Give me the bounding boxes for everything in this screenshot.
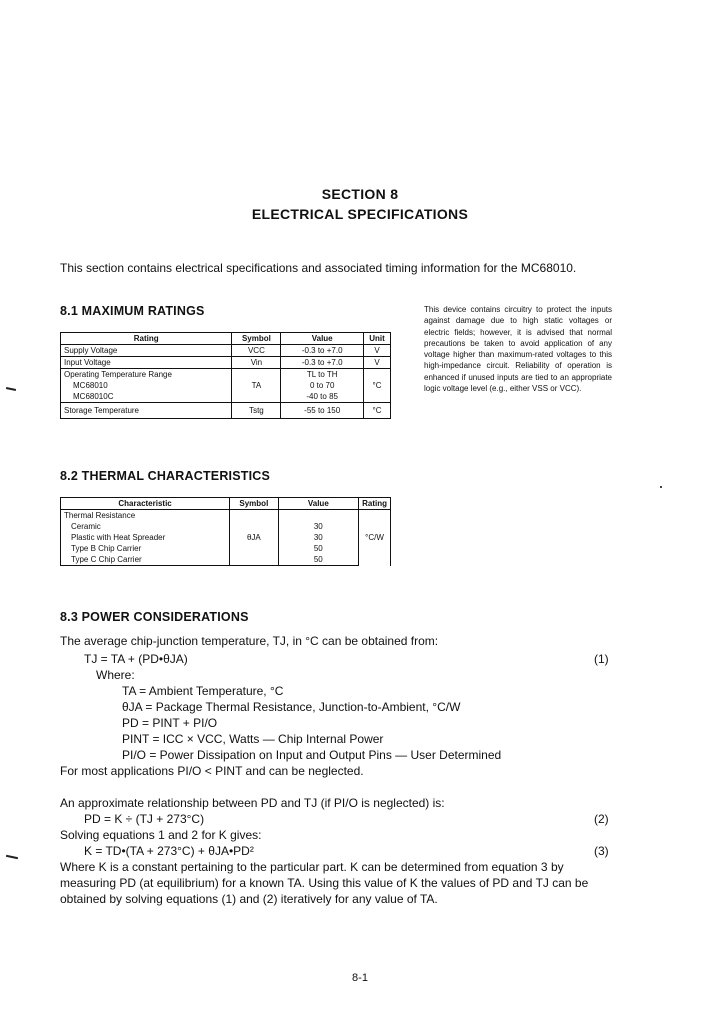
value-cell: 30 (278, 521, 359, 532)
rating-cell: Supply Voltage (61, 345, 232, 357)
equation-3-number: (3) (594, 844, 609, 858)
paragraph: An approximate relationship between PD and TJ (if PI/O is neglected) is: (60, 796, 445, 810)
characteristic-cell: Thermal Resistance (61, 510, 230, 522)
definition-line: PI/O = Power Dissipation on Input and Output Pins — User Determined (122, 748, 502, 762)
unit-cell (359, 510, 391, 522)
unit-cell (364, 391, 391, 403)
value-cell: -55 to 150 (281, 403, 364, 419)
equation-3: K = TD•(TA + 273°C) + θJA•PD² (84, 844, 254, 858)
symbol-cell (230, 554, 278, 566)
characteristic-cell: Ceramic (61, 521, 230, 532)
symbol-cell: Vin (232, 357, 281, 369)
unit-cell: °C (372, 406, 382, 415)
definition-line: θJA = Package Thermal Resistance, Junction-to-Ambient, °C/W (122, 700, 461, 714)
table-row (61, 357, 391, 369)
value-cell (278, 510, 359, 522)
col-header-characteristic: Characteristic (61, 498, 230, 510)
symbol-cell: VCC (232, 345, 281, 357)
table-row (61, 554, 391, 566)
power-heading: 8.3 POWER CONSIDERATIONS (60, 610, 249, 624)
value-cell: 0 to 70 (281, 380, 364, 391)
symbol-cell (232, 369, 281, 381)
unit-cell: °C/W (359, 532, 391, 543)
col-header-rating: Rating (359, 498, 391, 510)
col-header-rating: Rating (61, 333, 232, 345)
esd-note: This device contains circuitry to protect the inputs against damage due to high static voltages or electric fields; however, it is advised that normal precautions be taken to avoid application of any voltage higher than maximum-rated voltages to this high-impedance circuit. Reliability of operation is enhanced if unused inputs are tied to an appropriate logic voltage level (e.g., either VSS or VCC). (424, 305, 612, 394)
page-number: 8-1 (352, 972, 368, 984)
table-row (61, 380, 391, 391)
section-number: SECTION 8 (321, 186, 399, 202)
where-label: Where: (96, 668, 135, 682)
rating-cell: Storage Temperature (61, 403, 232, 419)
table-row (61, 391, 391, 403)
value-cell: -0.3 to +7.0 (281, 345, 364, 357)
equation-1-number: (1) (594, 652, 609, 666)
max-ratings-table (60, 332, 391, 419)
intro-paragraph: This section contains electrical specifications and associated timing information for the MC68010. (60, 261, 577, 275)
definition-line: TA = Ambient Temperature, °C (122, 684, 284, 698)
paragraph-line: obtained by solving equations (1) and (2) iteratively for any value of TA. (60, 892, 438, 906)
scan-mark (6, 387, 16, 391)
symbol-cell (230, 543, 278, 554)
value-cell: -0.3 to +7.0 (281, 357, 364, 369)
table-row (61, 369, 391, 381)
unit-cell: V (364, 345, 391, 357)
scan-dot (660, 486, 662, 488)
value-cell: 50 (278, 543, 359, 554)
table-row (61, 521, 391, 532)
equation-2-number: (2) (594, 812, 609, 826)
equation-2: PD = K ÷ (TJ + 273°C) (84, 812, 205, 826)
paragraph: For most applications PI/O < PINT and can be neglected. (60, 764, 364, 778)
col-header-value: Value (278, 498, 359, 510)
paragraph-line: measuring PD (at equilibrium) for a known TA. Using this value of K the values of PD and TJ can be (60, 876, 589, 890)
rating-cell: MC68010C (61, 391, 232, 403)
table-row (61, 403, 391, 419)
scan-mark (6, 855, 18, 859)
max-ratings-heading: 8.1 MAXIMUM RATINGS (60, 304, 205, 318)
value-cell: TL to TH (281, 369, 364, 381)
table-row (61, 543, 391, 554)
table-row (61, 532, 391, 543)
symbol-cell (230, 510, 278, 522)
symbol-cell: Tstg (232, 403, 281, 419)
symbol-cell: TA (232, 380, 281, 391)
characteristic-cell: Type C Chip Carrier (61, 554, 230, 566)
unit-cell (364, 369, 391, 381)
col-header-unit: Unit (364, 333, 391, 345)
unit-cell (359, 521, 391, 532)
unit-cell (359, 543, 391, 554)
characteristic-cell: Type B Chip Carrier (61, 543, 230, 554)
rating-cell: Input Voltage (61, 357, 232, 369)
symbol-cell: θJA (230, 532, 278, 543)
paragraph: The average chip-junction temperature, TJ, in °C can be obtained from: (60, 634, 439, 648)
unit-cell: °C (372, 381, 382, 390)
col-header-symbol: Symbol (232, 333, 281, 345)
definition-line: PD = PINT + PI/O (122, 716, 218, 730)
rating-cell: MC68010 (61, 380, 232, 391)
paragraph-line: Where K is a constant pertaining to the particular part. K can be determined from equation 3 by (60, 860, 564, 874)
value-cell: 50 (278, 554, 359, 566)
equation-1: TJ = TA + (PD•θJA) (84, 652, 188, 666)
definition-line: PINT = ICC × VCC, Watts — Chip Internal Power (122, 732, 384, 746)
value-cell: -40 to 85 (281, 391, 364, 403)
table-row (61, 345, 391, 357)
col-header-value: Value (281, 333, 364, 345)
symbol-cell (232, 391, 281, 403)
page-title: ELECTRICAL SPECIFICATIONS (251, 206, 469, 222)
rating-cell: Operating Temperature Range (61, 369, 232, 381)
symbol-cell (230, 521, 278, 532)
characteristic-cell: Plastic with Heat Spreader (61, 532, 230, 543)
unit-cell: V (364, 357, 391, 369)
unit-cell (359, 554, 391, 566)
thermal-table (60, 497, 391, 566)
thermal-heading: 8.2 THERMAL CHARACTERISTICS (60, 469, 271, 483)
paragraph: Solving equations 1 and 2 for K gives: (60, 828, 262, 842)
value-cell: 30 (278, 532, 359, 543)
col-header-symbol: Symbol (230, 498, 278, 510)
table-row (61, 510, 391, 522)
